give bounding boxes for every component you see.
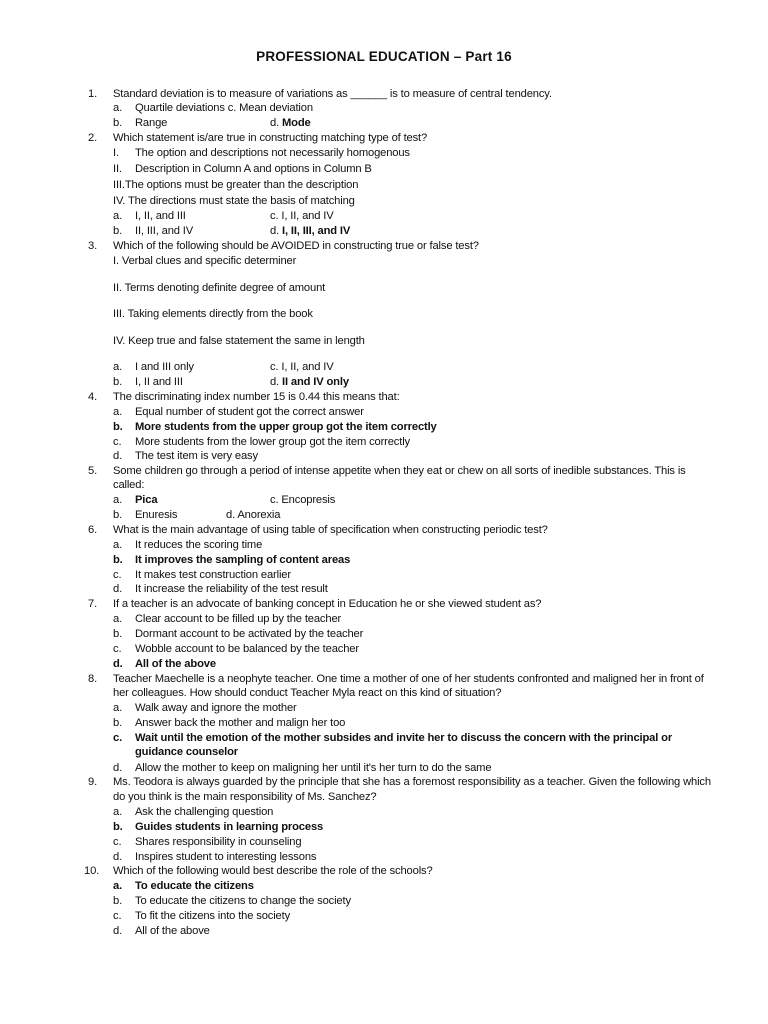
option-letter: d. — [113, 925, 123, 937]
option-text: It reduces the scoring time — [135, 539, 263, 551]
question-number: 7. — [88, 598, 98, 610]
statement-text: I. Verbal clues and specific determiner — [113, 255, 297, 267]
option-letter: b. — [113, 554, 123, 566]
option-letter: d. — [113, 658, 123, 670]
statement-text: IV. The directions must state the basis of matching — [113, 195, 355, 207]
option-letter: b. — [113, 717, 123, 729]
correct-answer: Wait until the emotion of the mother subsides and invite her to discuss the concern with the principal or — [135, 732, 673, 744]
correct-answer: It improves the sampling of content areas — [135, 554, 351, 566]
option-text: I and III only — [135, 361, 194, 373]
correct-answer: Mode — [282, 117, 311, 129]
statement-text: IV. Keep true and false statement the same in length — [113, 335, 365, 347]
question-text: Which statement is/are true in constructing matching type of test? — [113, 132, 428, 144]
correct-answer: To educate the citizens — [135, 880, 254, 892]
option-text: The test item is very easy — [135, 450, 258, 462]
correct-answer-continued: guidance counselor — [135, 746, 238, 758]
option-letter: d. — [113, 762, 123, 774]
option-text: Quartile deviations c. Mean deviation — [135, 102, 313, 114]
option-letter: a. — [113, 361, 123, 373]
option-letter: c. — [113, 836, 122, 848]
correct-answer: Pica — [135, 494, 158, 506]
statement-text: II. Terms denoting definite degree of amount — [113, 282, 326, 294]
question-number: 9. — [88, 776, 98, 788]
option-letter: a. — [113, 613, 123, 625]
question-number: 2. — [88, 132, 98, 144]
option-text: Range — [135, 117, 168, 129]
question-number: 1. — [88, 88, 98, 100]
option-letter: a. — [113, 102, 123, 114]
option-letter: a. — [113, 702, 123, 714]
option-text: c. I, II, and IV — [270, 361, 334, 373]
question-text: Some children go through a period of intense appetite when they eat or chew on all sorts of inedible substances. This is — [113, 465, 686, 477]
question-text: What is the main advantage of using table of specification when constructing periodic test? — [113, 524, 548, 536]
correct-answer: I, II, III, and IV — [282, 225, 351, 237]
option-letter: d. — [113, 851, 123, 863]
option-text: c. Encopresis — [270, 494, 336, 506]
statement-text: III. Taking elements directly from the book — [113, 308, 313, 320]
question-text: Teacher Maechelle is a neophyte teacher. One time a mother of one of her students confronted and maligned her in front of — [113, 673, 704, 685]
option-text: Shares responsibility in counseling — [135, 836, 302, 848]
option-text: It makes test construction earlier — [135, 569, 291, 581]
option-text: II, III, and IV — [135, 225, 194, 237]
option-letter: b. — [113, 376, 123, 388]
option-letter: b. — [113, 509, 123, 521]
question-text-continued: called: — [113, 479, 145, 491]
statement-numeral: II. — [113, 163, 122, 175]
option-letter: a. — [113, 806, 123, 818]
option-letter: b. — [113, 628, 123, 640]
question-text: The discriminating index number 15 is 0.44 this means that: — [113, 391, 400, 403]
option-letter: d. — [113, 583, 123, 595]
statement-text: Description in Column A and options in Column B — [135, 163, 372, 175]
option-letter: c. — [113, 569, 122, 581]
option-letter: d. — [270, 376, 280, 388]
option-text: Inspires student to interesting lessons — [135, 851, 317, 863]
question-number: 3. — [88, 240, 98, 252]
correct-answer: More students from the upper group got the item correctly — [135, 421, 437, 433]
option-letter: c. — [113, 732, 123, 744]
option-letter: d. — [113, 450, 123, 462]
question-text: If a teacher is an advocate of banking concept in Education he or she viewed student as? — [113, 598, 542, 610]
question-text: Ms. Teodora is always guarded by the principle that she has a foremost responsibility as a teacher. Given the following which — [113, 776, 711, 788]
question-text: Which of the following should be AVOIDED in constructing true or false test? — [113, 240, 479, 252]
question-text: Which of the following would best describe the role of the schools? — [113, 865, 433, 877]
option-letter: b. — [113, 821, 123, 833]
option-letter: b. — [113, 117, 123, 129]
option-text: d. Anorexia — [226, 509, 281, 521]
correct-answer: II and IV only — [282, 376, 349, 388]
option-letter: c. — [113, 910, 122, 922]
question-text-continued: her colleagues. How should conduct Teacher Myla react on this kind of situation? — [113, 687, 502, 699]
question-text: Standard deviation is to measure of variations as ______ is to measure of central tendency. — [113, 88, 552, 100]
question-number: 10. — [84, 865, 100, 877]
question-number: 6. — [88, 524, 98, 536]
option-letter: b. — [113, 421, 123, 433]
option-letter: a. — [113, 880, 123, 892]
option-text: To educate the citizens to change the society — [135, 895, 351, 907]
option-letter: a. — [113, 406, 123, 418]
option-text: More students from the lower group got the item correctly — [135, 436, 410, 448]
option-letter: a. — [113, 539, 123, 551]
option-text: Equal number of student got the correct answer — [135, 406, 364, 418]
question-text-continued: do you think is the main responsibility of Ms. Sanchez? — [113, 791, 377, 803]
question-number: 8. — [88, 673, 98, 685]
statement-text: III.The options must be greater than the description — [113, 179, 359, 191]
option-text: Wobble account to be balanced by the teacher — [135, 643, 359, 655]
option-text: It increase the reliability of the test result — [135, 583, 328, 595]
option-text: Answer back the mother and malign her too — [135, 717, 346, 729]
correct-answer: All of the above — [135, 658, 216, 670]
option-text: c. I, II, and IV — [270, 210, 334, 222]
correct-answer: Guides students in learning process — [135, 821, 324, 833]
option-letter: a. — [113, 210, 123, 222]
option-text: I, II and III — [135, 376, 183, 388]
option-letter: d. — [270, 117, 280, 129]
option-text: Dormant account to be activated by the teacher — [135, 628, 364, 640]
option-letter: c. — [113, 643, 122, 655]
option-text: Clear account to be filled up by the teacher — [135, 613, 342, 625]
option-letter: b. — [113, 895, 123, 907]
option-text: Enuresis — [135, 509, 178, 521]
question-number: 5. — [88, 465, 98, 477]
option-letter: a. — [113, 494, 123, 506]
statement-numeral: I. — [113, 147, 119, 159]
option-letter: c. — [113, 436, 122, 448]
option-letter: b. — [113, 225, 123, 237]
option-text: All of the above — [135, 925, 210, 937]
statement-text: The option and descriptions not necessarily homogenous — [135, 147, 410, 159]
option-text: Walk away and ignore the mother — [135, 702, 297, 714]
option-text: To fit the citizens into the society — [135, 910, 291, 922]
page-title: PROFESSIONAL EDUCATION – Part 16 — [256, 49, 512, 64]
option-text: Allow the mother to keep on maligning her until it's her turn to do the same — [135, 762, 492, 774]
option-letter: d. — [270, 225, 280, 237]
option-text: Ask the challenging question — [135, 806, 274, 818]
question-number: 4. — [88, 391, 98, 403]
option-text: I, II, and III — [135, 210, 186, 222]
